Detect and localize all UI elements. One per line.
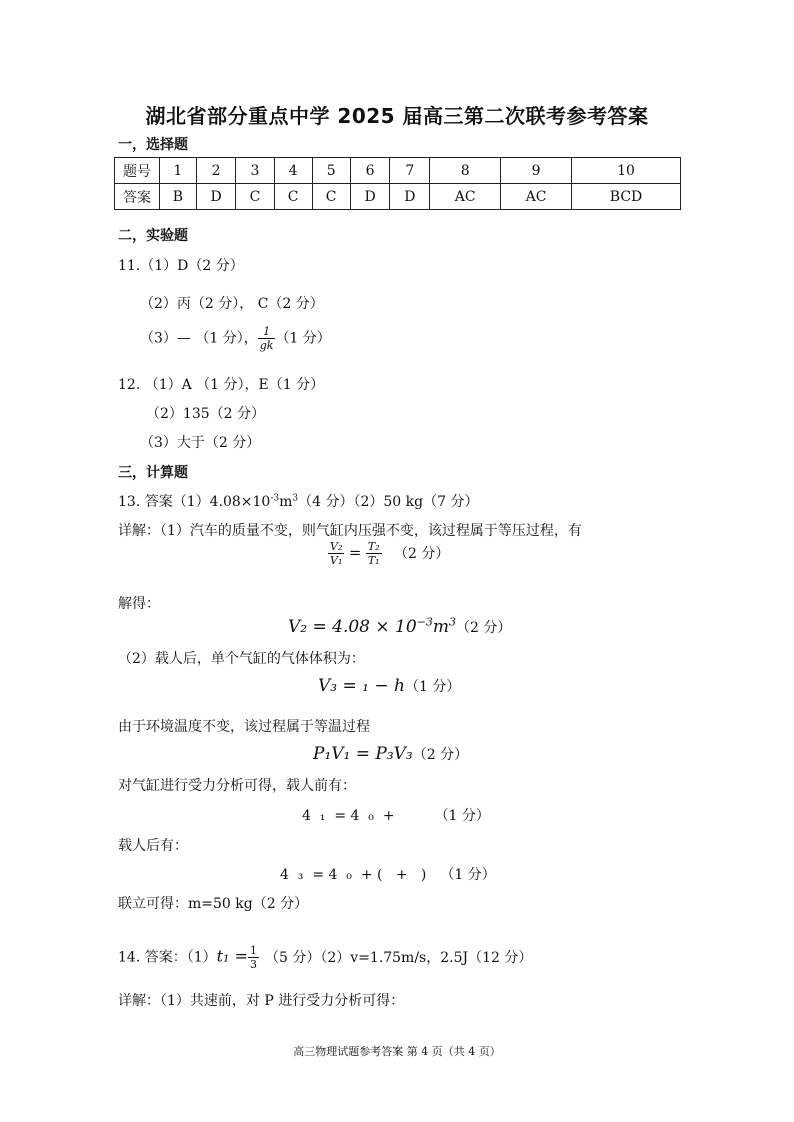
score: （1 分）: [440, 867, 496, 883]
table-cell: AC: [501, 184, 572, 210]
q12-line1: 12. （1）A （1 分），E（1 分）: [118, 377, 325, 393]
score: （2 分）: [394, 545, 450, 562]
table-header-cell: 答案: [115, 184, 160, 210]
section-heading-experiment: 二，实验题: [118, 228, 188, 244]
table-header-cell: 题号: [115, 158, 160, 184]
table-cell: D: [390, 184, 430, 210]
q13-explanation-3: 由于环境温度不变，该过程属于等温过程: [118, 719, 370, 735]
table-row-answers: [115, 184, 681, 210]
q11-line3-score: （1 分）: [275, 330, 331, 347]
table-cell: 9: [501, 158, 572, 184]
section-heading-calculation: 三，计算题: [118, 465, 188, 481]
fraction-denominator: 3: [249, 958, 257, 971]
table-cell: 5: [312, 158, 350, 184]
table-cell: C: [274, 184, 312, 210]
equation-text: 4 ₁ = 4 ₀ +: [302, 808, 395, 824]
table-cell: D: [350, 184, 390, 210]
table-cell: 7: [390, 158, 430, 184]
q14-explanation-1: 详解：（1）共速前，对 P 进行受力分析可得：: [118, 993, 405, 1009]
q13-explanation-2: （2）载人后，单个气缸的气体体积为：: [118, 651, 365, 667]
table-cell: D: [196, 184, 236, 210]
fraction-numerator: T₂: [367, 540, 380, 553]
q11-line2: （2）丙（2 分）， C（2 分）: [140, 296, 324, 312]
table-cell: B: [160, 184, 197, 210]
q13-equation-6: [280, 864, 496, 884]
q13-equation-3: [318, 676, 460, 696]
equation-text: P₁V₁ = P₃V₃: [313, 744, 413, 764]
q14-answer-rest: （5 分）（2）v=1.75m/s，2.5J（12 分）: [264, 949, 533, 966]
table-cell: 2: [196, 158, 236, 184]
q11-fraction: [258, 326, 276, 351]
table-cell: AC: [430, 184, 501, 210]
q13-equation-5: [302, 805, 490, 825]
q13-conclusion: 联立可得：m=50 kg（2 分）: [118, 896, 309, 912]
score: （1 分）: [434, 808, 490, 824]
q11-line1: 11.（1）D（2 分）: [118, 258, 244, 274]
q14-answer: [118, 945, 532, 970]
q12-line2: （2）135（2 分）: [146, 406, 265, 422]
unit: m: [432, 617, 450, 637]
equals-sign: =: [348, 543, 362, 562]
fraction-denominator: gk: [259, 339, 274, 352]
table-cell: 3: [236, 158, 274, 184]
fraction-numerator: 1: [249, 944, 257, 957]
page-title: 湖北省部分重点中学 2025 届高三第二次联考参考答案: [145, 104, 649, 128]
table-cell: 1: [160, 158, 197, 184]
equation-text: t₁ =: [216, 946, 248, 966]
page-footer: 高三物理试题参考答案 第 4 页（共 4 页）: [293, 1045, 501, 1058]
fraction-numerator: V₂: [330, 540, 343, 553]
fraction-numerator: 1: [258, 326, 276, 339]
q13-answer-text: 13. 答案（1）4.08×10: [118, 494, 271, 510]
exponent: 3: [292, 493, 299, 504]
equation-text: 4 ₃ = 4 ₀ + ( + ): [280, 867, 427, 883]
q13-equation-4: [313, 744, 468, 764]
equation-text: V₃ = ₁ − h: [318, 676, 405, 696]
table-cell: C: [312, 184, 350, 210]
score: （1 分）: [404, 679, 461, 695]
table-cell: BCD: [572, 184, 681, 210]
q13-answer: [118, 491, 478, 511]
q13-solve-label: 解得：: [118, 596, 160, 612]
q13-explanation-5: 载人后有：: [118, 838, 188, 854]
q14-fraction: [248, 945, 259, 970]
fraction-v2-v1: [328, 541, 344, 566]
table-cell: 8: [430, 158, 501, 184]
fraction-denominator: T₁: [367, 554, 380, 567]
q13-equation-1: [328, 541, 449, 566]
q13-explanation-4: 对气缸进行受力分析可得，载人前有：: [118, 778, 356, 794]
table-row-numbers: [115, 158, 681, 184]
equation-text: V₂ = 4.08 × 10: [288, 617, 417, 637]
q14-answer-text: 14. 答案：（1）: [118, 949, 217, 966]
fraction-denominator: V₁: [330, 554, 343, 567]
q13-equation-2: [288, 617, 511, 637]
table-cell: 4: [274, 158, 312, 184]
q12-line3: （3）大于（2 分）: [140, 435, 261, 451]
exponent: -3: [270, 493, 280, 504]
section-heading-choice: 一，选择题: [118, 137, 188, 153]
unit: m: [279, 494, 293, 510]
q13-answer-rest: （4 分）（2）50 kg（7 分）: [298, 494, 479, 510]
table-cell: 10: [572, 158, 681, 184]
q11-line3-text: （3）— （1 分），: [140, 330, 258, 347]
score: （2 分）: [412, 747, 469, 763]
table-cell: C: [236, 184, 274, 210]
exponent: −3: [416, 615, 433, 629]
answer-table: [114, 157, 681, 210]
table-cell: 6: [350, 158, 390, 184]
q13-explanation-1: 详解：（1）汽车的质量不变，则气缸内压强不变，该过程属于等压过程，有: [118, 523, 582, 539]
exponent: 3: [449, 615, 457, 629]
q11-line3: [140, 326, 331, 351]
score: （2 分）: [456, 620, 512, 636]
fraction-t2-t1: [366, 541, 382, 566]
